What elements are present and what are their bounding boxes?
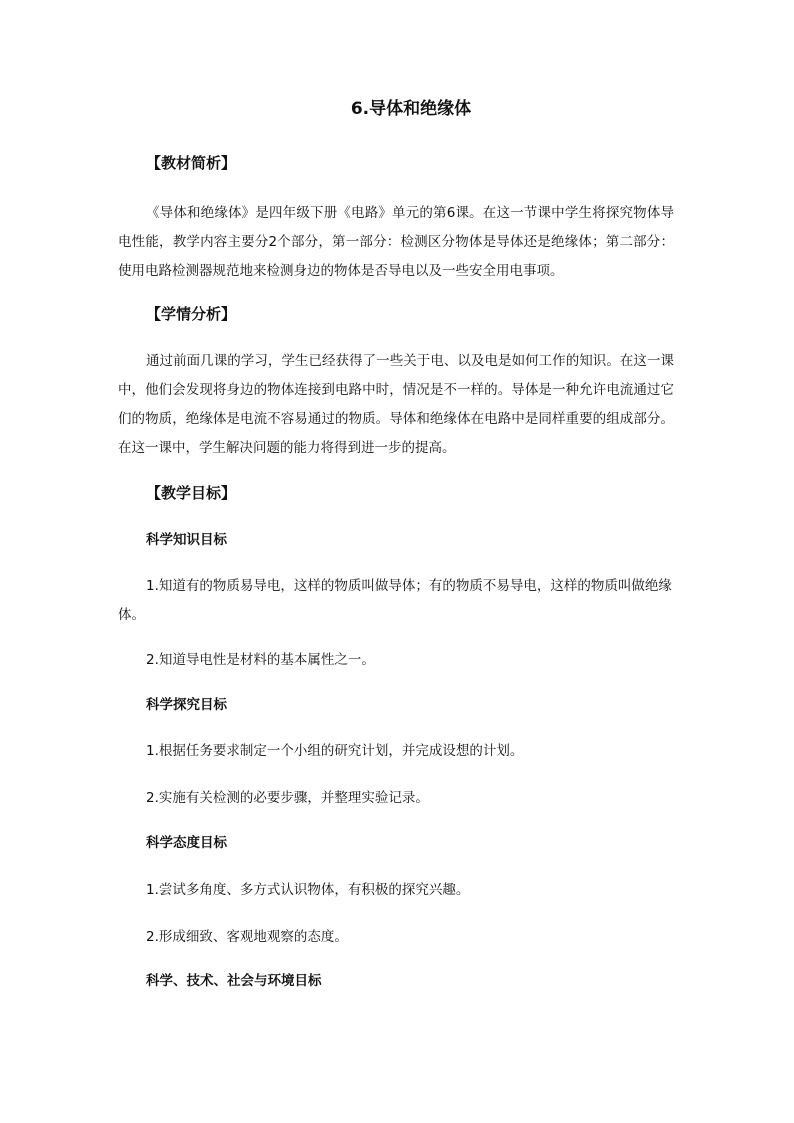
section-heading-textbook-analysis: 【教材简析】 [146, 154, 237, 172]
student-analysis-paragraph: 通过前面几课的学习，学生已经获得了一些关于电、以及电是如何工作的知识。在这一课中，他们会发现将身边的物体连接到电路中时，情况是不一样的。导体是一种允许电流通过它们的物质，绝缘体是电流不容易通过的物质。导体和绝缘体在电路中是同样重要的组成部分。在这一课中，学生解决问题的能力将得到进一步的提高。 [118, 353, 674, 456]
page-title: 6.导体和绝缘体 [350, 99, 472, 119]
knowledge-goal-item: 1.知道有的物质易导电，这样的物质叫做导体；有的物质不易导电，这样的物质叫做绝缘体。 [118, 578, 672, 623]
attitude-goal-item: 2.形成细致、客观地观察的态度。 [146, 929, 348, 945]
section-heading-student-analysis: 【学情分析】 [146, 305, 237, 323]
subheading-attitude-goals: 科学态度目标 [146, 835, 227, 851]
knowledge-goal-item: 2.知道导电性是材料的基本属性之一。 [146, 652, 375, 668]
subheading-inquiry-goals: 科学探究目标 [146, 697, 227, 713]
subheading-stse-goals: 科学、技术、社会与环境目标 [146, 973, 322, 989]
inquiry-goal-item: 1.根据任务要求制定一个小组的研究计划，并完成设想的计划。 [146, 743, 524, 759]
section-heading-teaching-goals: 【教学目标】 [146, 484, 237, 502]
textbook-analysis-paragraph: 《导体和绝缘体》是四年级下册《电路》单元的第6课。在这一节课中学生将探究物体导电性能，教学内容主要分2个部分，第一部分：检测区分物体是导体还是绝缘体；第二部分：使用电路检测器规范地来检测身边的物体是否导电以及一些安全用电事项。 [118, 205, 674, 279]
attitude-goal-item: 1.尝试多角度、多方式认识物体，有积极的探究兴趣。 [146, 882, 470, 898]
subheading-knowledge-goals: 科学知识目标 [146, 532, 227, 548]
inquiry-goal-item: 2.实施有关检测的必要步骤，并整理实验记录。 [146, 790, 429, 806]
